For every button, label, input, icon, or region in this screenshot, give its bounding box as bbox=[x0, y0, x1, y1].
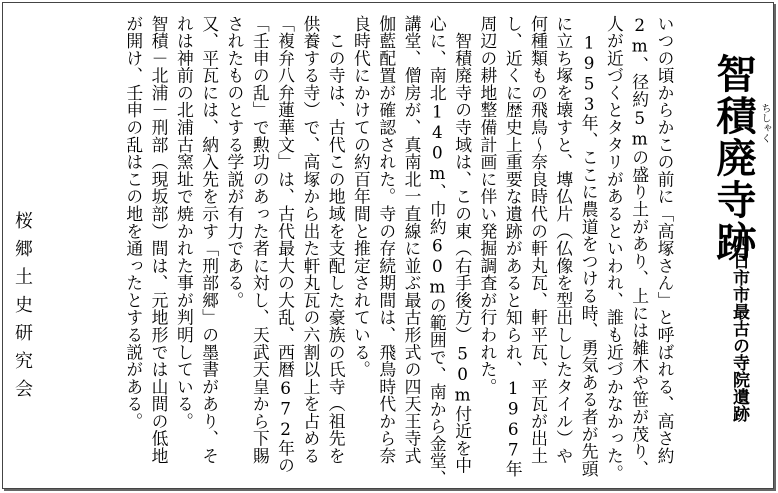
text-line: 供養する寺）で、高塚から出た軒丸瓦の六割以上を占める bbox=[300, 15, 321, 465]
text-line: 2m、径約5mの盛り土があり、上には雑木や笹が茂り、 bbox=[629, 15, 650, 478]
text-line: 「壬申の乱」で勲功のあった者に対し、天武天皇から下賜 bbox=[250, 15, 271, 465]
text-line: 何種類もの飛鳥～奈良時代の軒丸瓦、軒平瓦、平瓦が出土 bbox=[528, 15, 549, 465]
text-line: 智積廃寺の寺域は、この東（右手後方）50m付近を中 bbox=[452, 15, 473, 475]
text-line: が開け、壬申の乱はこの地を通ったとする説がある。 bbox=[123, 15, 144, 430]
text-line: 周辺の耕地整備計画に伴い発掘調査が行われた。 bbox=[477, 15, 498, 396]
text-line: 「複弁八弁蓮華文」は、古代最大の大乱、西暦672年の bbox=[275, 15, 296, 475]
text-line: 心に、南北140m、巾約60mの範囲で、南から金堂、 bbox=[427, 15, 448, 488]
signboard bbox=[2, 2, 774, 489]
text-line: し、近くに歴史上重要な遺跡があると知られ、1967年 bbox=[503, 15, 524, 478]
subtitle: 四日市市最古の寺院遺跡 bbox=[729, 235, 749, 422]
text-line: されたものとする学説が有力である。 bbox=[224, 15, 245, 309]
text-line: 良時代にかけての約百年間と推定されている。 bbox=[351, 15, 372, 379]
text-line: 智積－北浦－刑部（現坂部）間は、元地形では山間の低地 bbox=[149, 15, 170, 465]
text-line: 講堂、僧房が、真南北一直線に並ぶ最古形式の四天王寺式 bbox=[402, 15, 423, 465]
page-title: 智積廃寺跡 bbox=[710, 53, 756, 263]
text-line: れは神前の北浦古窯址で焼かれた事が判明している。 bbox=[174, 15, 195, 430]
text-line: 1953年、ここに農道をつける時、勇気ある者が先頭 bbox=[579, 15, 600, 478]
title-furigana: ちしゃく bbox=[759, 103, 770, 143]
text-line: 伽藍配置が確認された。寺の存続期間は、飛鳥時代から奈 bbox=[376, 15, 397, 465]
text-line: 人が近づくとタタリがあるといわれ、誰も近づかなかった。 bbox=[604, 15, 625, 482]
text-line: 又、平瓦には、納入先を示す「刑部郷」の墨書があり、そ bbox=[199, 15, 220, 465]
text-line: に立ち塚を壊すと、塼仏片（仏像を型出ししたタイル）や bbox=[553, 15, 574, 465]
text-line: この寺は、古代この地域を支配した豪族の氏寺（祖先を bbox=[326, 15, 347, 465]
author-signature: 桜郷土史研究会 bbox=[12, 211, 33, 407]
text-line: いつの頃からかこの前に「高塚さん」と呼ばれる、高さ約 bbox=[655, 15, 675, 465]
body-text bbox=[120, 15, 677, 488]
